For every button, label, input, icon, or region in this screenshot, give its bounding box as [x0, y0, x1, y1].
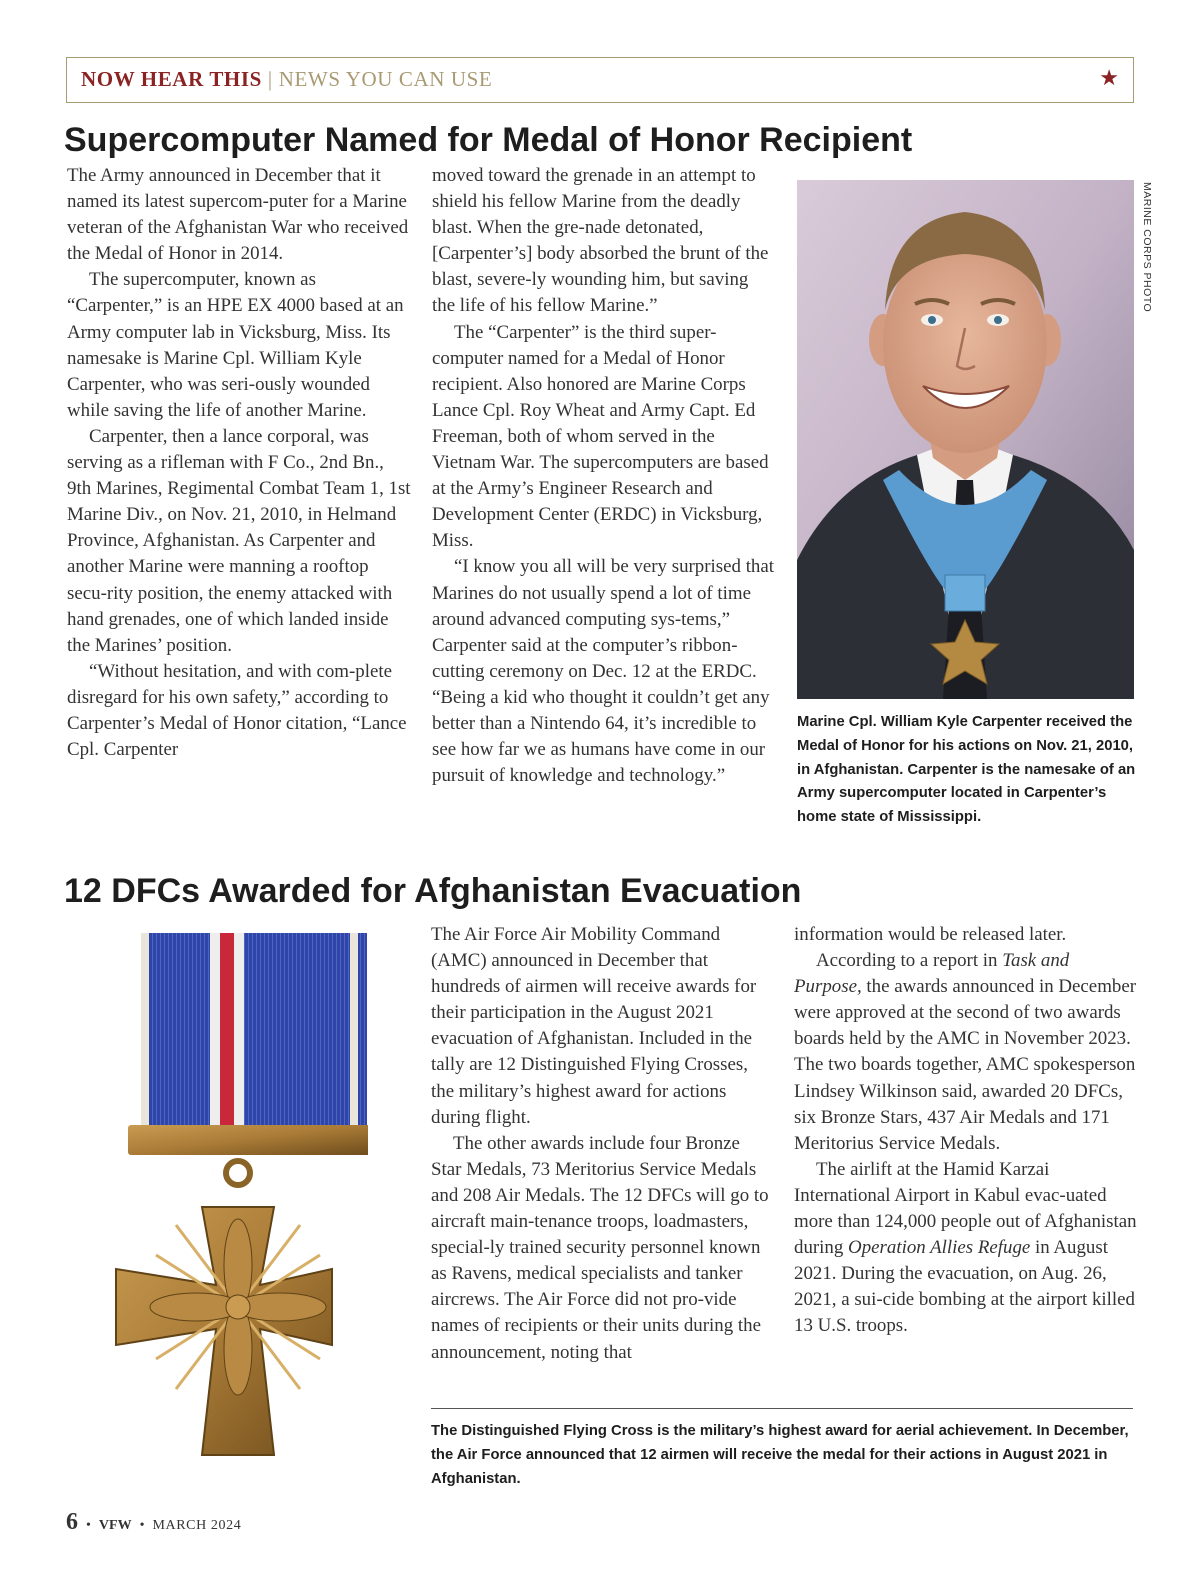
text-run: the awards announced in December were approved at the second of two awards boards held by the AMC in November 2023. The two boards together, AMC spokesperson Lindsey Wilkinson said, awarded 20 DFCs, six Bronze Stars, 437 Air Medals and 171 Meritorius Service Medals.	[794, 976, 1137, 1154]
paragraph: The Army announced in December that it named its latest supercom-puter for a Marine veteran of the Afghanistan War who received the Medal of Honor in 2014.	[67, 165, 409, 265]
paragraph: The other awards include four Bronze Star Medals, 73 Meritorius Service Medals and 208 Air Medals. The 12 DFCs will go to aircraft main-tenance troops, loadmasters, special-ly trained security personnel known as Ravens, medical specialists and tanker aircrews. The Air Force did not pro-vide names of recipients or their units during the announcement, noting that	[431, 1132, 769, 1363]
italic-title: Operation Allies Refuge	[848, 1237, 1031, 1259]
paragraph: “I know you all will be very surprised that Marines do not usually spend a lot of time around advanced computing sys-tems,” Carpenter said at the computer’s ribbon-cutting ceremony on Dec. 12 at the ERDC. “Being a kid who thought it couldn’t get any better than a Nintendo 64, it’s incredible to see how far we as humans have come in our pursuit of knowledge and technology.”	[432, 556, 775, 787]
paragraph: The “Carpenter” is the third super-computer named for a Medal of Honor recipient. Also honored are Marine Corps Lance Cpl. Roy Wheat and Army Capt. Ed Freeman, both of whom served in the Vietnam War. The supercomputers are based at the Army’s Engineer Research and Development Center (ERDC) in Vicksburg, Miss.	[432, 321, 769, 552]
text-run: According to a report in	[816, 950, 1003, 972]
photo-caption: Marine Cpl. William Kyle Carpenter received the Medal of Honor for his actions on Nov. 21, 2010, in Afghanistan. Carpenter is the namesake of an Army supercomputer located in Carpenter’s home state of Mississippi.	[797, 714, 1136, 826]
paragraph: “Without hesitation, and with com-plete disregard for his own safety,” according to Carpenter’s Medal of Honor citation, “Lance Cpl. Carpenter	[67, 660, 407, 761]
paragraph: Carpenter, then a lance corporal, was serving as a rifleman with F Co., 2nd Bn., 9th Marines, Regimental Combat Team 1, 1st Marine Div., on Nov. 21, 2010, in Helmand Province, Afghanistan. As Carpenter and another Marine were manning a rooftop secu-rity position, the enemy attacked with hand grenades, one of which landed inside the Marines’ position.	[67, 425, 411, 656]
paragraph: The Air Force Air Mobility Command (AMC) announced in December that hundreds of airmen will receive awards for their participation in the August 2021 evacuation of Afghanistan. Included in the tally are 12 Distinguished Flying Crosses, the military’s highest award for actions during flight.	[431, 924, 757, 1128]
paragraph: information would be released later.	[794, 924, 1067, 945]
distinguished-flying-cross-image	[96, 925, 368, 1490]
paragraph	[794, 948, 1138, 1157]
issue-date: MARCH 2024	[152, 1518, 242, 1533]
article1-column-1	[67, 163, 411, 763]
section-header	[66, 57, 1134, 103]
footer-dot: •	[139, 1518, 145, 1533]
article1-column-2	[432, 163, 776, 789]
carpenter-portrait-photo	[797, 180, 1134, 699]
paragraph: moved toward the grenade in an attempt to shield his fellow Marine from the deadly blast. When the gre-nade detonated, [Carpenter’s] body absorbed the brunt of the blast, severe-ly wounding him, but saving the life of his fellow Marine.”	[432, 165, 769, 317]
italic-title: Task and Purpose,	[794, 950, 1070, 998]
section-subtitle: NEWS YOU CAN USE	[278, 67, 493, 91]
section-title: NOW HEAR THIS	[81, 67, 262, 91]
article2-column-1	[431, 922, 775, 1366]
photo-credit: MARINE CORPS PHOTO	[1141, 182, 1153, 313]
section-separator: |	[267, 67, 273, 91]
paragraph: The supercomputer, known as “Carpenter,” is an HPE EX 4000 based at an Army computer lab in Vicksburg, Miss. Its namesake is Marine Cpl. William Kyle Carpenter, who was seri-ously wounded while saving the life of another Marine.	[67, 269, 404, 421]
paragraph	[794, 1157, 1138, 1340]
magazine-name: VFW	[98, 1518, 132, 1533]
article1-headline: Supercomputer Named for Medal of Honor Recipient	[64, 121, 913, 159]
star-icon: ★	[1099, 66, 1119, 91]
text-run: in August 2021. During the evacuation, on Aug. 26, 2021, a sui-cide bombing at the airport killed 13 U.S. troops.	[794, 1237, 1135, 1337]
article2-headline: 12 DFCs Awarded for Afghanistan Evacuation	[64, 872, 802, 910]
section-label	[81, 67, 492, 92]
page-number: 6	[66, 1509, 78, 1535]
text-run: The airlift at the Hamid Karzai International Airport in Kabul evac-uated more than 124,000 people out of Afghanistan during	[794, 1158, 1137, 1259]
medal-caption: The Distinguished Flying Cross is the military’s highest award for aerial achievement. In December, the Air Force announced that 12 airmen will receive the medal for their actions in August 2021 in Afghanistan.	[431, 1423, 1129, 1487]
caption-divider	[431, 1408, 1133, 1409]
page-footer	[66, 1509, 241, 1536]
article2-column-2	[794, 922, 1138, 1340]
footer-dot: •	[86, 1518, 91, 1533]
